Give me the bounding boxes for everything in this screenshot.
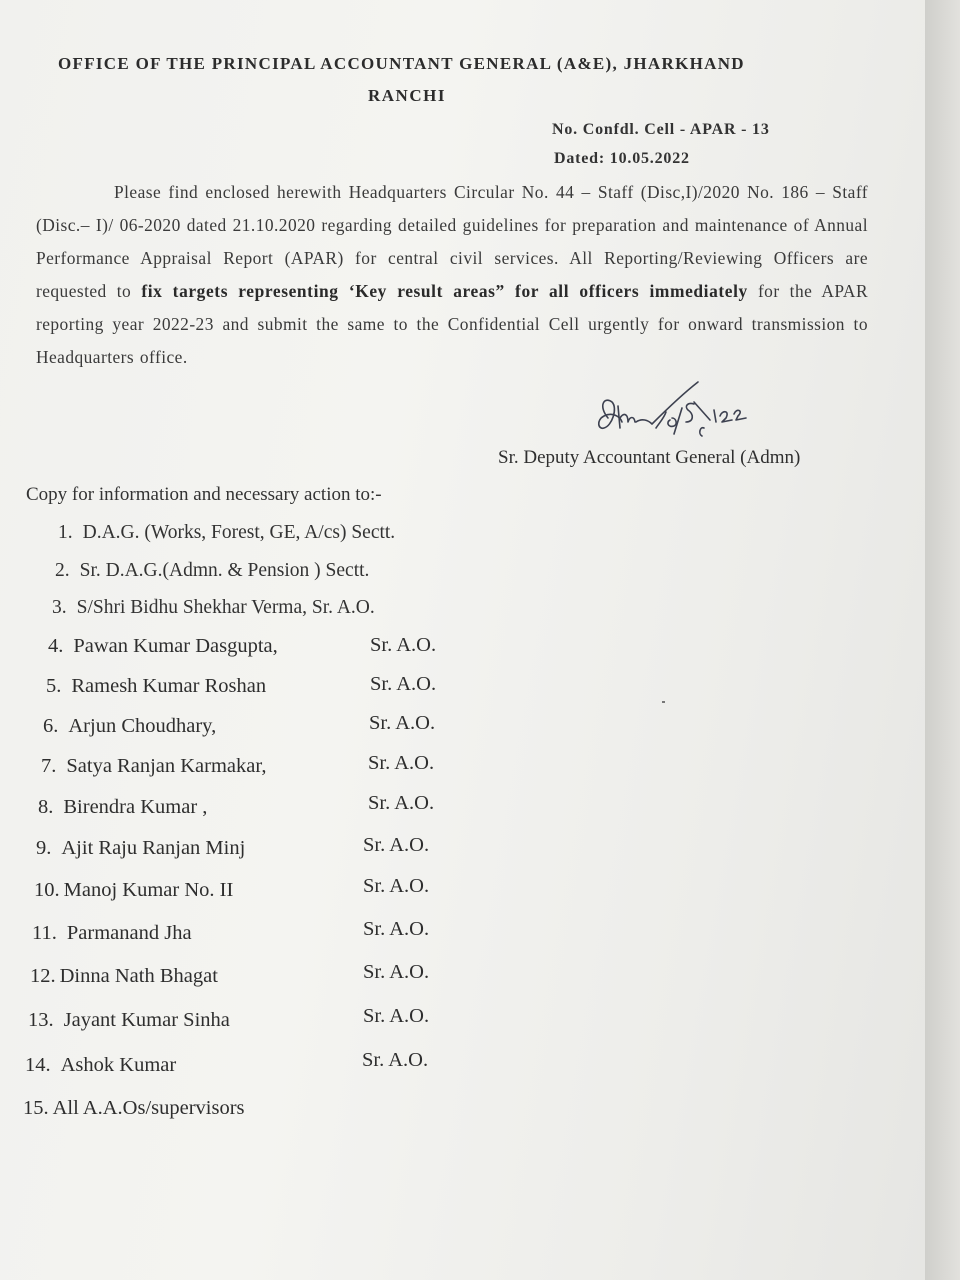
list-number: 5. xyxy=(46,675,62,697)
office-heading: OFFICE OF THE PRINCIPAL ACCOUNTANT GENERAL (A&E), JHARKHAND xyxy=(58,54,745,73)
list-number: 9. xyxy=(36,837,52,859)
list-number: 6. xyxy=(43,715,59,737)
body-text-bold: fix targets representing ‘Key result areas” for all officers immediately xyxy=(141,281,748,301)
body-text-part-1: Please find enclosed herewith Headquarters Circular No. 44 – Staff (Disc,I)/2020 No. 186 – Staff (Disc.– I)/ 06-2020 dated 21.10.2020 regarding detailed guidelines for preparation and maintenance of Annual Performance Appraisal Report (APAR) for central civil services. All Reporting/Reviewing Officers are requested to xyxy=(36,182,868,301)
list-number: 4. xyxy=(48,635,64,657)
list-name: Parmanand Jha xyxy=(66,922,192,944)
list-item xyxy=(38,796,207,819)
list-name: S/Shri Bidhu Shekhar Verma, Sr. A.O. xyxy=(76,597,375,618)
list-name: Dinna Nath Bhagat xyxy=(59,965,218,987)
list-number: 10. xyxy=(34,879,60,901)
list-designation: Sr. A.O. xyxy=(369,712,436,734)
list-name: Sr. D.A.G.(Admn. & Pension ) Sectt. xyxy=(79,560,370,581)
list-number: 11. xyxy=(32,922,57,944)
list-number: 3. xyxy=(52,597,67,618)
list-number: 1. xyxy=(58,522,73,543)
list-name: Ashok Kumar xyxy=(60,1054,177,1076)
list-number: 2. xyxy=(55,560,70,581)
reference-date: Dated: 10.05.2022 xyxy=(554,150,690,167)
copy-to-heading: Copy for information and necessary action to:- xyxy=(26,484,382,505)
list-designation: Sr. A.O. xyxy=(363,918,430,940)
reference-number: No. Confdl. Cell - APAR - 13 xyxy=(552,121,770,138)
list-designation: Sr. A.O. xyxy=(370,634,437,656)
list-name: Pawan Kumar Dasgupta, xyxy=(73,635,278,657)
list-item xyxy=(55,560,369,582)
list-item xyxy=(48,635,278,658)
handwritten-signature xyxy=(590,376,770,456)
list-designation: Sr. A.O. xyxy=(368,792,435,814)
list-item xyxy=(32,922,192,945)
office-city: RANCHI xyxy=(368,86,446,105)
list-name: D.A.G. (Works, Forest, GE, A/cs) Sectt. xyxy=(82,522,396,543)
list-item xyxy=(28,1009,230,1032)
list-number: 14. xyxy=(25,1054,51,1076)
list-item xyxy=(36,837,245,860)
signatory-designation: Sr. Deputy Accountant General (Admn) xyxy=(498,447,801,468)
list-name: Satya Ranjan Karmakar, xyxy=(66,755,267,777)
list-name: Manoj Kumar No. II xyxy=(63,879,234,901)
list-designation: Sr. A.O. xyxy=(363,961,430,983)
list-designation: Sr. A.O. xyxy=(368,752,435,774)
list-item xyxy=(46,675,266,698)
list-number: 8. xyxy=(38,796,54,818)
list-number: 7. xyxy=(41,755,57,777)
list-name: All A.A.Os/supervisors xyxy=(52,1097,245,1119)
list-name: Birendra Kumar , xyxy=(63,796,208,818)
list-name: Ramesh Kumar Roshan xyxy=(71,675,267,697)
list-name: Arjun Choudhary, xyxy=(68,715,217,737)
list-designation: Sr. A.O. xyxy=(363,1005,430,1027)
list-designation: Sr. A.O. xyxy=(363,834,430,856)
list-designation: Sr. A.O. xyxy=(363,875,430,897)
list-item xyxy=(43,715,216,738)
list-item xyxy=(23,1097,245,1120)
list-item xyxy=(52,597,375,619)
list-number: 15. xyxy=(23,1097,49,1119)
list-number: 13. xyxy=(28,1009,54,1031)
list-name: Jayant Kumar Sinha xyxy=(63,1009,230,1031)
paper-speck xyxy=(662,701,665,703)
list-designation: Sr. A.O. xyxy=(370,673,437,695)
list-name: Ajit Raju Ranjan Minj xyxy=(61,837,246,859)
body-paragraph xyxy=(36,176,868,374)
list-item xyxy=(30,965,218,988)
list-item xyxy=(25,1054,176,1077)
list-item xyxy=(34,879,233,902)
list-item xyxy=(41,755,267,778)
list-item xyxy=(58,522,395,544)
body-text-part-2: for the APAR reporting year 2022-23 and submit the same to the Confidential Cell urgently for onward transmission to Headquarters office. xyxy=(36,281,868,367)
list-designation: Sr. A.O. xyxy=(362,1049,429,1071)
page-edge-shadow xyxy=(925,0,960,1280)
list-number: 12. xyxy=(30,965,56,987)
